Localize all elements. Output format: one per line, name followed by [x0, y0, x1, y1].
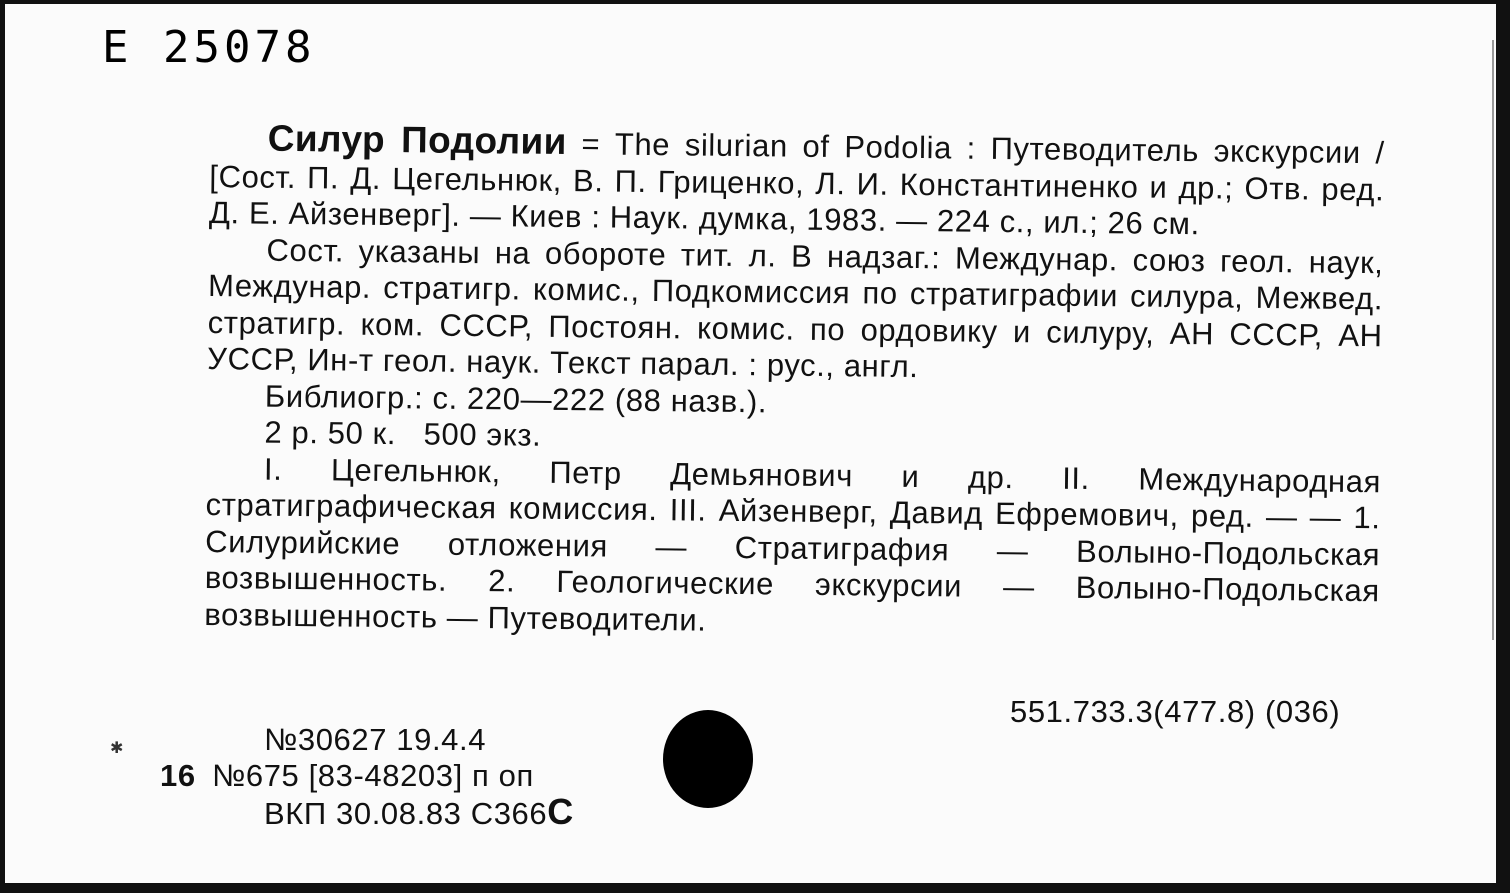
card-footer — [160, 722, 672, 832]
footer-line-1 — [212, 722, 672, 758]
authors-note: Сост. указаны на обороте тит. л. В надзаг.: Междунар. союз геол. наук, Междунар. стратигр. комис., Подкомиссия по стратиграфии силура, Межвед. стратигр. ком. СССР, Постоян. комис. по ордовику и силуру, АН СССР, АН УССР, Ин-т геол. наук. Текст парал. : рус., англ. — [207, 232, 1384, 385]
price-copies: 2 р. 50 к. 500 экз. — [264, 414, 542, 453]
footer-text-3: ВКП 30.08.83 С366 — [264, 796, 548, 831]
footer-mark: С — [547, 791, 574, 832]
punch-hole — [663, 710, 753, 808]
bibliography-note: Библиогр.: с. 220—222 (88 назв.). — [264, 378, 768, 419]
card-title: Силур Подолии — [267, 117, 568, 163]
footer-line-2 — [160, 758, 672, 794]
card-body — [204, 117, 1385, 646]
udc-code: 551.733.3(477.8) (036) — [1010, 694, 1341, 729]
card-edge-right — [1496, 0, 1510, 893]
footer-number: 16 — [160, 758, 196, 793]
speck-mark: ✱ — [110, 738, 124, 757]
tracings: I. Цегельнюк, Петр Демьянович и др. II. Международная стратиграфическая комиссия. III. Айзенверг, Давид Ефремович, ред. — — 1. Силурийские отложения — Стратиграфия — Волыно-Подольская возвышенность. 2. Геологические экскурсии — Волыно-Подольская возвышенность — Путеводители. — [204, 451, 1382, 638]
footer-text-2: №675 [83-48203] п оп — [212, 758, 534, 793]
card-code: E 25078 — [102, 22, 316, 73]
title-description: = The silurian of Podolia : Путеводитель экскурсии / [Сост. П. Д. Цегельнюк, В. П. Гриценко, Л. И. Константиненко и др.; Отв. ред. Д. Е. Айзенверг]. — Киев : Наук. думка, 1983. — 224 с., ил.; 26 см. — [208, 126, 1385, 242]
card-edge-bottom — [0, 883, 1510, 893]
card-edge-left — [0, 0, 5, 893]
footer-line-3 — [212, 791, 672, 832]
card-edge-line — [1492, 40, 1494, 640]
title-paragraph — [208, 117, 1385, 245]
card-edge-top — [0, 0, 1510, 4]
footer-text-1: №30627 19.4.4 — [264, 722, 487, 757]
